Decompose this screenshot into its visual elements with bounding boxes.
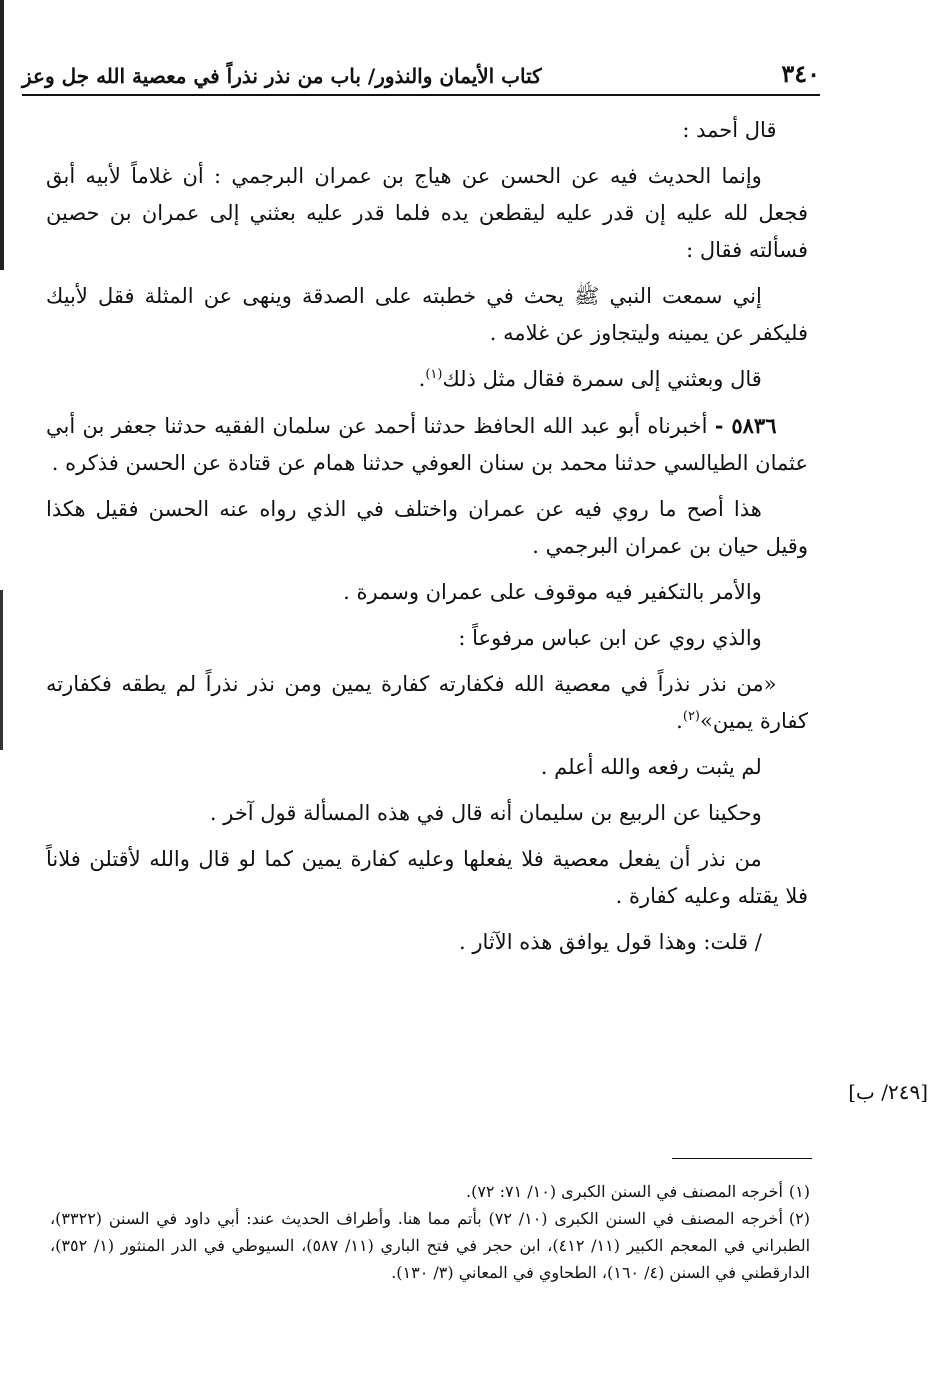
- footnote-ref: (٢): [682, 709, 700, 724]
- footnotes: [50, 1178, 810, 1286]
- footnote: [50, 1178, 810, 1205]
- paragraph: والأمر بالتكفير فيه موقوف على عمران وسمرة .: [343, 580, 762, 604]
- scan-edge-shadow: [0, 0, 4, 270]
- footnote: [50, 1205, 810, 1286]
- paragraph: لم يثبت رفعه والله أعلم .: [540, 755, 762, 779]
- paragraph: والذي روي عن ابن عباس مرفوعاً :: [458, 626, 762, 650]
- footnote-text: أخرجه المصنف في السنن الكبرى (١٠/ ٧٢) بأتم مما هنا. وأطراف الحديث عند: أبي داود في السنن (٣٣٢٢)، الطبراني في المعجم الكبير (١١/ ٤١٢)، ابن حجر في فتح الباري (١١/ ٥٨٧)، السيوطي في الدر المنثور (١/ ٣٥٢)، الدارقطني في السنن (٤/ ١٦٠)، الطحاوي في المعاني (٣/ ١٣٠).: [50, 1209, 811, 1282]
- paragraph: إني سمعت النبي ﷺ يحث في خطبته على الصدقة وينهى عن المثلة فقل لأبيك فليكفر عن يمينه وليتجاوز عن غلامه .: [46, 284, 808, 345]
- sentence-end: .: [418, 367, 426, 391]
- footnote-number: (٢): [788, 1209, 810, 1228]
- footnote-ref: (١): [425, 367, 443, 382]
- footnote-text: أخرجه المصنف في السنن الكبرى (١٠/ ٧١: ٧٢).: [465, 1182, 783, 1201]
- quoted-hadith: «من نذر نذراً في معصية الله فكفارته كفارة يمين ومن نذر نذراً لم يطقه فكفارته كفارة يمين»: [46, 672, 808, 733]
- page-header: [22, 52, 820, 96]
- paragraph: [46, 361, 808, 398]
- page-number: ٣٤٠: [781, 59, 820, 88]
- hadith-number: ٥٨٣٦ -: [714, 413, 777, 438]
- footnote-number: (١): [788, 1182, 810, 1201]
- paragraph: [46, 407, 808, 482]
- paragraph-text: قال وبعثني إلى سمرة فقال مثل ذلك: [442, 367, 762, 391]
- paragraph: وإنما الحديث فيه عن الحسن عن هياج بن عمران البرجمي : أن غلاماً لأبيه أبق فجعل لله عليه إن قدر عليه ليقطعن يده فلما قدر عليه بعثني إلى عمران بن حصين فسألته فقال :: [46, 164, 808, 262]
- paragraph: قال أحمد :: [682, 118, 777, 142]
- paragraph: [46, 666, 808, 740]
- main-text: [46, 112, 808, 970]
- scan-edge-shadow: [0, 590, 3, 750]
- paragraph: وحكينا عن الربيع بن سليمان أنه قال في هذه المسألة قول آخر .: [209, 801, 762, 825]
- paragraph: / قلت: وهذا قول يوافق هذه الآثار .: [459, 930, 762, 954]
- footnote-separator: [672, 1158, 812, 1159]
- running-title: كتاب الأيمان والنذور/ باب من نذر نذراً في معصية الله جل وعز: [22, 64, 542, 88]
- paragraph-text: أخبرناه أبو عبد الله الحافظ حدثنا أحمد عن سلمان الفقيه حدثنا جعفر بن أبي عثمان الطيالسي حدثنا محمد بن سنان العوفي حدثنا همام عن قتادة عن الحسن فذكره .: [46, 414, 808, 475]
- manuscript-folio-marker: [٢٤٩/ ب]: [848, 1080, 928, 1104]
- paragraph: هذا أصح ما روي فيه عن عمران واختلف في الذي رواه عنه الحسن فقيل هكذا وقيل حيان بن عمران البرجمي .: [46, 497, 808, 558]
- sentence-end: .: [676, 709, 683, 733]
- paragraph: من نذر أن يفعل معصية فلا يفعلها وعليه كفارة يمين كما لو قال والله لأقتلن فلاناً فلا يقتله وعليه كفارة .: [46, 847, 808, 908]
